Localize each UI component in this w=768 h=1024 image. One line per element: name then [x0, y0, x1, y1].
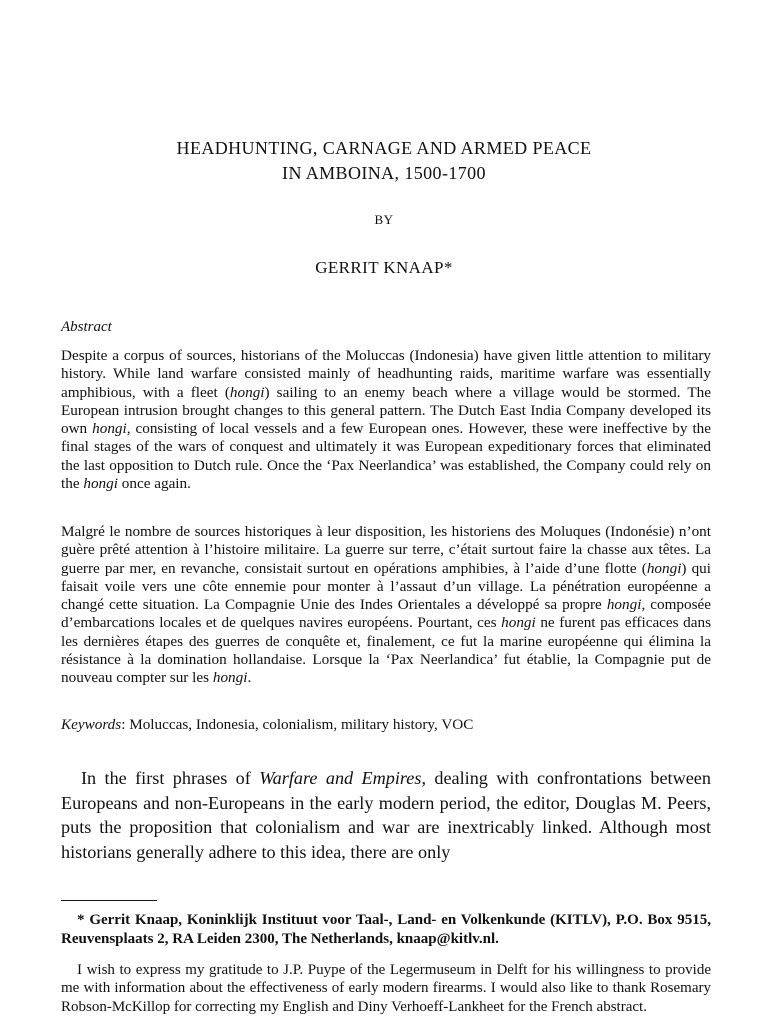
title-line-1: HEADHUNTING, CARNAGE AND ARMED PEACE — [176, 138, 592, 158]
abstract-heading: Abstract — [61, 319, 112, 335]
keywords-label: Keywords — [61, 716, 122, 733]
abstract-english: Despite a corpus of sources, historians of the Moluccas (Indonesia) have given little attention to military history. While land warfare consisted mainly of headhunting raids, maritime warfare was essentially amphibious, with a fleet (hongi) sailing to an enemy beach where a village would be stormed. The European intrusion brought changes to this general pattern. The Dutch East India Company developed its own hongi, consisting of local vessels and a few European ones. However, these were ineffective by the final stages of the wars of conquest and ultimately it was European expeditionary forces that eliminated the last opposition to Dutch rule. Once the ‘Pax Neerlandica’ was established, the Company could rely on the hongi once again. — [61, 347, 711, 493]
article-title — [0, 136, 768, 186]
keywords-list: : Moluccas, Indonesia, colonialism, military history, VOC — [121, 716, 474, 733]
footnote-divider — [61, 900, 157, 901]
abstract-french: Malgré le nombre de sources historiques à leur disposition, les historiens des Moluques (Indonésie) n’ont guère prêté attention à l’histoire militaire. La guerre sur terre, c’était surtout faire la chasse aux têtes. La guerre par mer, en revanche, consistait surtout en opérations amphibies, à l’aide d’une flotte (hongi) qui faisait voile vers une côte ennemie pour monter à l’assaut d’un village. La pénétration européenne a changé cette situation. La Compagnie Unie des Indes Orientales a développé sa propre hongi, composée d’embarcations locales et de quelques navires européens. Pourtant, ces hongi ne furent pas efficaces dans les dernières étapes des guerres de conquête et, finalement, ce fut la marine européenne qui élimina la résistance à la domination hollandaise. Lorsque la ‘Pax Neerlandica’ fut établie, la Compagnie put de nouveau compter sur les hongi. — [61, 523, 712, 687]
title-line-2: IN AMBOINA, 1500-1700 — [282, 163, 486, 183]
author-name: GERRIT KNAAP* — [315, 258, 453, 277]
footnote-author-affiliation: * Gerrit Knaap, Koninklijk Instituut voor Taal-, Land- en Volkenkunde (KITLV), P.O. Box 9515, Reuvensplaats 2, RA Leiden 2300, The Netherlands, knaap@kitlv.nl. — [61, 912, 711, 947]
byline: BY — [374, 212, 394, 227]
keywords — [61, 716, 711, 734]
footnote-acknowledgements: I wish to express my gratitude to J.P. Puype of the Legermuseum in Delft for his willingness to provide me with information about the effectiveness of early modern firearms. I would also like to thank Rosemary Robson-McKillop for correcting my English and Diny Verhoeff-Lankheet for the French abstract. — [61, 962, 711, 1015]
body-paragraph: In the first phrases of Warfare and Empires, dealing with confrontations between Europeans and non-Europeans in the early modern period, the editor, Douglas M. Peers, puts the proposition that colonialism and war are inextricably linked. Although most historians generally adhere to this idea, there are only — [61, 768, 711, 862]
